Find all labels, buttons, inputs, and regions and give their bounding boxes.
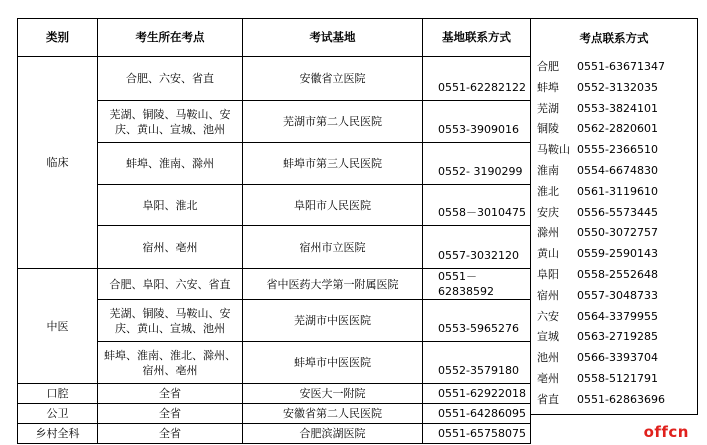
list-item: 宣城 0563-2719285: [537, 330, 658, 344]
dental-base: 安医大一附院: [243, 384, 423, 404]
clinical-location-3: 蚌埠、淮南、滁州: [98, 143, 243, 185]
category-public-health: 公卫: [18, 404, 98, 424]
clinical-base-1: 安徽省立医院: [243, 57, 423, 101]
tcm-base-1: 省中医药大学第一附属医院: [243, 269, 423, 300]
clinical-phone-2: 0553-3909016: [423, 101, 531, 143]
site-contact-list: [531, 57, 697, 411]
clinical-location-5: 宿州、亳州: [98, 226, 243, 269]
header-base: 考试基地: [243, 19, 423, 57]
list-item: 黄山 0559-2590143: [537, 247, 658, 261]
clinical-base-4: 阜阳市人民医院: [243, 185, 423, 226]
clinical-phone-1: 0551-62282122: [423, 57, 531, 101]
list-item: 合肥 0551-63671347: [537, 60, 665, 73]
exam-site-table: [17, 18, 698, 440]
clinical-phone-5: 0557-3032120: [423, 226, 531, 269]
list-item: 省直 0551-62863696: [537, 392, 665, 406]
list-item: 铜陵 0562-2820601: [537, 122, 658, 136]
tcm-location-3: 蚌埠、淮南、淮北、滁州、宿州、亳州: [98, 342, 243, 384]
public-health-location: 全省: [98, 404, 243, 424]
tcm-phone-2: 0553-5965276: [423, 300, 531, 342]
list-item: 淮北 0561-3119610: [537, 184, 658, 198]
list-item: 芜湖 0553-3824101: [537, 101, 658, 115]
watermark-logo: offcn: [643, 423, 689, 441]
clinical-base-5: 宿州市立医院: [243, 226, 423, 269]
clinical-location-2: 芜湖、铜陵、马鞍山、安庆、黄山、宣城、池州: [98, 101, 243, 143]
list-item: 滁州 0550-3072757: [537, 226, 658, 240]
dental-phone: 0551-62922018: [423, 384, 531, 404]
tcm-phone-1: 0551－62838592: [423, 269, 531, 300]
clinical-phone-3: 0552- 3190299: [423, 143, 531, 185]
header-base-contact: 基地联系方式: [423, 19, 531, 57]
list-item: 阜阳 0558-2552648: [537, 267, 658, 281]
category-rural: 乡村全科: [18, 424, 98, 444]
category-tcm: 中医: [18, 269, 98, 384]
tcm-base-3: 蚌埠市中医医院: [243, 342, 423, 384]
list-item: 蚌埠 0552-3132035: [537, 80, 658, 94]
list-item: 六安 0564-3379955: [537, 309, 658, 323]
tcm-base-2: 芜湖市中医医院: [243, 300, 423, 342]
list-item: 池州 0566-3393704: [537, 351, 658, 365]
base-table: [17, 18, 531, 444]
clinical-base-2: 芜湖市第二人民医院: [243, 101, 423, 143]
list-item: 淮南 0554-6674830: [537, 163, 658, 177]
public-health-phone: 0551-64286095: [423, 404, 531, 424]
tcm-location-2: 芜湖、铜陵、马鞍山、安庆、黄山、宣城、池州: [98, 300, 243, 342]
tcm-phone-3: 0552-3579180: [423, 342, 531, 384]
tcm-location-1: 合肥、阜阳、六安、省直: [98, 269, 243, 300]
clinical-base-3: 蚌埠市第三人民医院: [243, 143, 423, 185]
clinical-phone-4: 0558－3010475: [423, 185, 531, 226]
list-item: 宿州 0557-3048733: [537, 288, 658, 302]
site-contact-panel: [530, 18, 698, 415]
rural-base: 合肥滨湖医院: [243, 424, 423, 444]
header-site-contact: 考点联系方式: [579, 31, 649, 45]
clinical-location-1: 合肥、六安、省直: [98, 57, 243, 101]
category-clinical: 临床: [18, 57, 98, 269]
list-item: 安庆 0556-5573445: [537, 205, 658, 219]
header-category: 类别: [18, 19, 98, 57]
public-health-base: 安徽省第二人民医院: [243, 404, 423, 424]
header-location: 考生所在考点: [98, 19, 243, 57]
list-item: 亳州 0558-5121791: [537, 371, 658, 385]
clinical-location-4: 阜阳、淮北: [98, 185, 243, 226]
list-item: 马鞍山 0555-2366510: [537, 143, 658, 157]
category-dental: 口腔: [18, 384, 98, 404]
rural-phone: 0551-65758075: [423, 424, 531, 444]
dental-location: 全省: [98, 384, 243, 404]
rural-location: 全省: [98, 424, 243, 444]
